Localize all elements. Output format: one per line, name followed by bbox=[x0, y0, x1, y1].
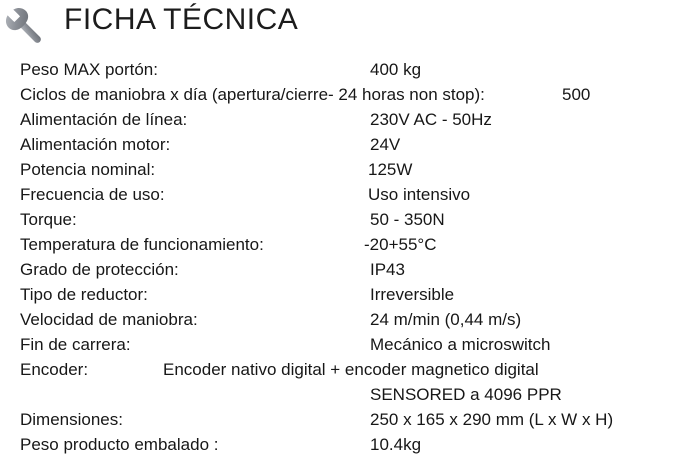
spec-row-ciclos bbox=[0, 82, 684, 107]
spec-row-torque bbox=[0, 207, 684, 232]
spec-label: Velocidad de maniobra: bbox=[20, 310, 198, 329]
spec-label: Temperatura de funcionamiento: bbox=[20, 235, 264, 254]
spec-label: Peso MAX portón: bbox=[20, 60, 158, 79]
spec-row-fin-carrera bbox=[0, 332, 684, 357]
spec-label: Alimentación de línea: bbox=[20, 110, 188, 129]
spec-value: IP43 bbox=[370, 260, 405, 279]
spec-row-peso-max bbox=[0, 57, 684, 82]
spec-value: Encoder nativo digital + encoder magnetico digital bbox=[163, 360, 539, 379]
spec-label: Ciclos de maniobra x día (apertura/cierre- 24 horas non stop): bbox=[20, 85, 485, 104]
spec-row-velocidad bbox=[0, 307, 684, 332]
spec-value: 400 kg bbox=[370, 60, 422, 79]
spec-label: Encoder: bbox=[20, 360, 89, 379]
spec-row-temperatura bbox=[0, 232, 684, 257]
spec-label: Alimentación motor: bbox=[20, 135, 171, 154]
spec-row-potencia bbox=[0, 157, 684, 182]
spec-value: Mecánico a microswitch bbox=[370, 335, 551, 354]
spec-row-alimentacion-linea bbox=[0, 107, 684, 132]
spec-row-peso-embalado bbox=[0, 432, 684, 457]
spec-label: Tipo de reductor: bbox=[20, 285, 148, 304]
page-title: FICHA TÉCNICA bbox=[64, 3, 299, 36]
spec-row-alimentacion-motor bbox=[0, 132, 684, 157]
spec-value-line2: SENSORED a 4096 PPR bbox=[370, 385, 562, 404]
spec-label: Peso producto embalado : bbox=[20, 435, 219, 454]
spec-value: 230V AC - 50Hz bbox=[370, 110, 492, 129]
spec-value: 250 x 165 x 290 mm (L x W x H) bbox=[370, 410, 614, 429]
spec-label: Frecuencia de uso: bbox=[20, 185, 165, 204]
spec-value: 10.4kg bbox=[370, 435, 422, 454]
spec-value: 24 m/min (0,44 m/s) bbox=[370, 310, 522, 329]
spec-label: Fin de carrera: bbox=[20, 335, 131, 354]
spec-value: Uso intensivo bbox=[368, 185, 471, 204]
spec-label: Grado de protección: bbox=[20, 260, 179, 279]
spec-value: 50 - 350N bbox=[370, 210, 445, 229]
spec-value: 125W bbox=[368, 160, 413, 179]
spec-row-dimensiones bbox=[0, 407, 684, 432]
spec-label: Potencia nominal: bbox=[20, 160, 156, 179]
spec-row-encoder-continued bbox=[0, 382, 684, 407]
spec-row-frecuencia bbox=[0, 182, 684, 207]
spec-value: Irreversible bbox=[370, 285, 455, 304]
spec-value: -20+55°C bbox=[364, 235, 437, 254]
spec-value: 24V bbox=[370, 135, 401, 154]
spec-value: 500 bbox=[562, 85, 591, 104]
spec-row-encoder bbox=[0, 357, 684, 382]
spec-row-proteccion bbox=[0, 257, 684, 282]
spec-row-reductor bbox=[0, 282, 684, 307]
spec-label: Dimensiones: bbox=[20, 410, 123, 429]
spec-label: Torque: bbox=[20, 210, 77, 229]
